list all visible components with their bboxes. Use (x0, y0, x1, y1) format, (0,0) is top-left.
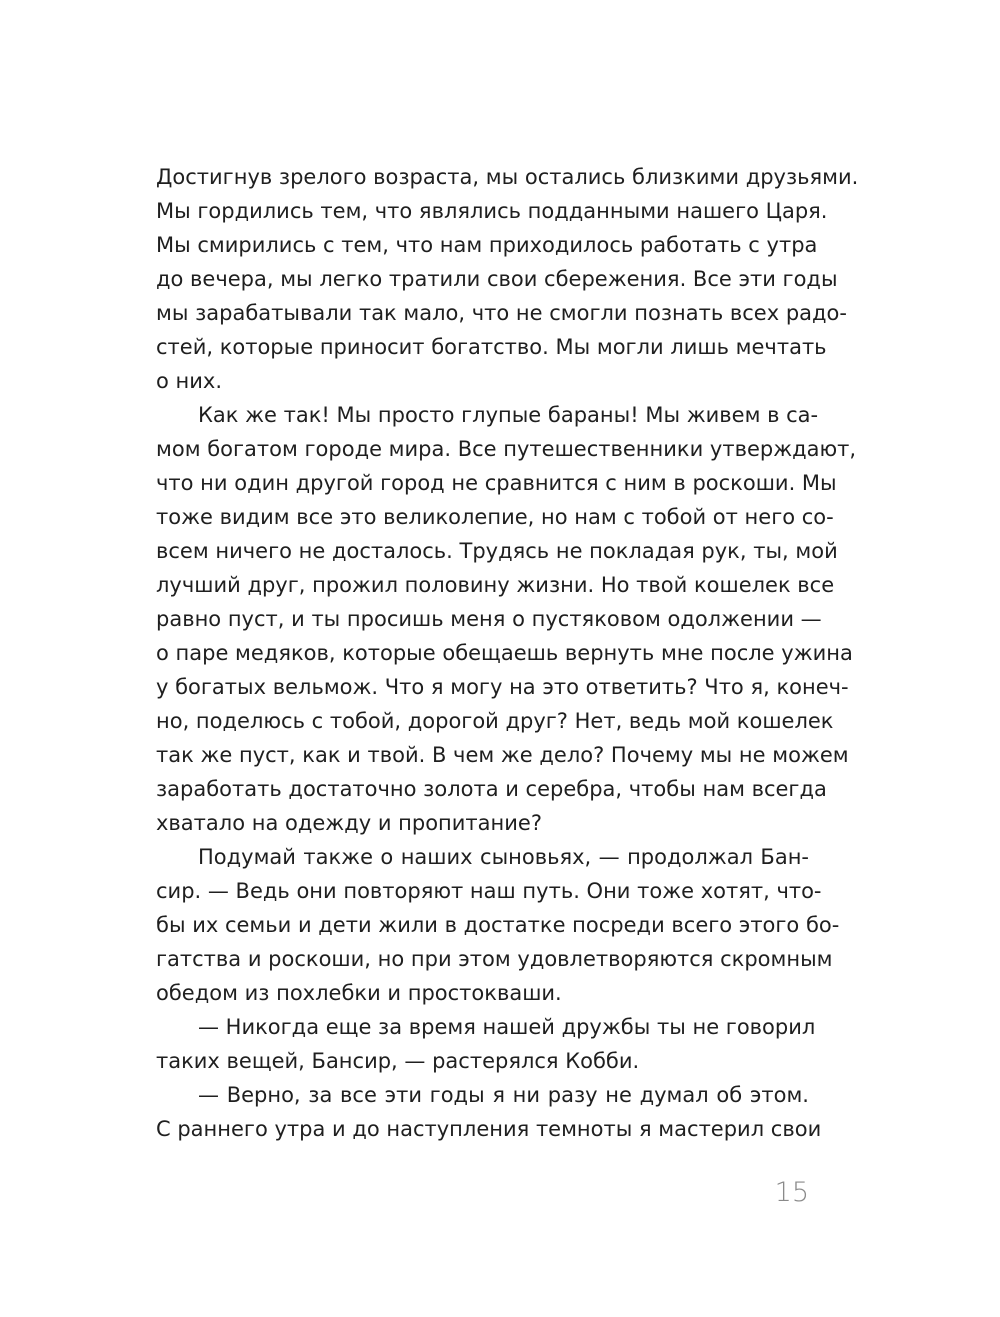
paragraph (156, 398, 857, 840)
text-line: всем ничего не досталось. Трудясь не покладая рук, ты, мой (156, 539, 838, 563)
text-line: хватало на одежду и пропитание? (156, 811, 542, 835)
text-line: Подумай также о наших сыновьях, — продолжал Бан- (198, 845, 809, 869)
text-line: но, поделюсь с тобой, дорогой друг? Нет, ведь мой кошелек (156, 709, 834, 733)
text-line: равно пуст, и ты просишь меня о пустяковом одолжении — (156, 607, 822, 631)
text-line: что ни один другой город не сравнится с ним в роскоши. Мы (156, 471, 837, 495)
text-line: — Никогда еще за время нашей дружбы ты не говорил (198, 1015, 816, 1039)
text-line: таких вещей, Бансир, — растерялся Кобби. (156, 1049, 640, 1073)
text-line: стей, которые приносит богатство. Мы могли лишь мечтать (156, 335, 827, 359)
paragraph (156, 1078, 822, 1146)
text-line: заработать достаточно золота и серебра, чтобы нам всегда (156, 777, 827, 801)
text-line: обедом из похлебки и простокваши. (156, 981, 562, 1005)
text-line: так же пуст, как и твой. В чем же дело? Почему мы не можем (156, 743, 849, 767)
text-line: лучший друг, прожил половину жизни. Но твой кошелек все (156, 573, 835, 597)
text-line: о них. (156, 369, 223, 393)
text-line: Мы смирились с тем, что нам приходилось работать с утра (156, 233, 818, 257)
paragraph (156, 160, 859, 398)
body-text (156, 160, 859, 1146)
text-line: бы их семьи и дети жили в достатке посреди всего этого бо- (156, 913, 840, 937)
text-line: до вечера, мы легко тратили свои сбережения. Все эти годы (156, 267, 838, 291)
text-line: у богатых вельмож. Что я могу на это ответить? Что я, конеч- (156, 675, 849, 699)
page-number: 15 (774, 1177, 809, 1208)
text-line: — Верно, за все эти годы я ни разу не думал об этом. (198, 1083, 809, 1107)
text-line: мы зарабатывали так мало, что не смогли познать всех радо- (156, 301, 847, 325)
text-line: сир. — Ведь они повторяют наш путь. Они тоже хотят, что- (156, 879, 822, 903)
paragraph (156, 1010, 816, 1078)
text-line: тоже видим все это великолепие, но нам с тобой от него со- (156, 505, 834, 529)
text-line: о паре медяков, которые обещаешь вернуть мне после ужина (156, 641, 853, 665)
text-line: Как же так! Мы просто глупые бараны! Мы живем в са- (198, 403, 819, 427)
text-line: Достигнув зрелого возраста, мы остались близкими друзьями. (156, 165, 859, 189)
text-line: Мы гордились тем, что являлись подданными нашего Царя. (156, 199, 828, 223)
paragraph (156, 840, 840, 1010)
text-line: гатства и роскоши, но при этом удовлетворяются скромным (156, 947, 833, 971)
text-line: мом богатом городе мира. Все путешественники утверждают, (156, 437, 857, 461)
text-line: С раннего утра и до наступления темноты я мастерил свои (156, 1117, 822, 1141)
